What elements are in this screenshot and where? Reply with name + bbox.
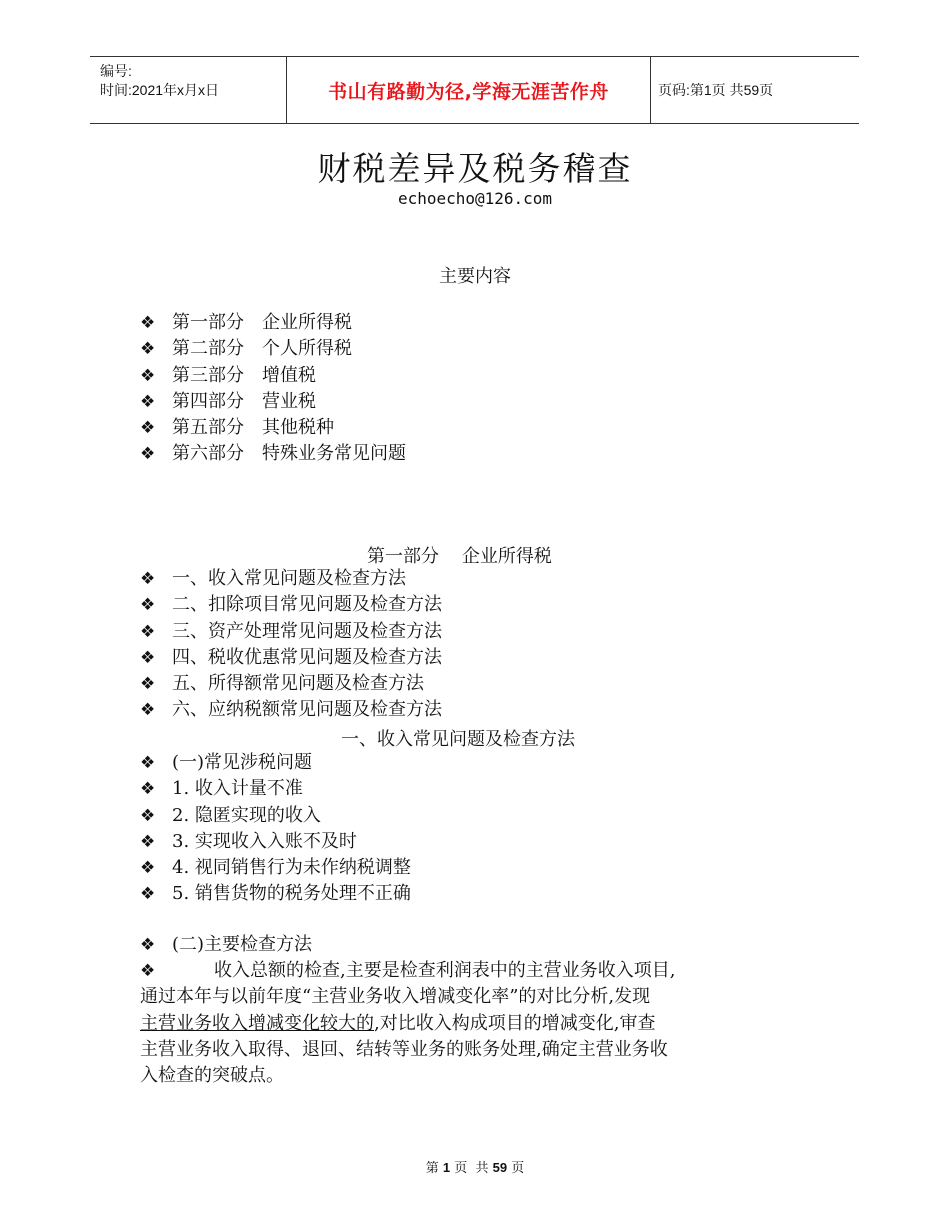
method-paragraph: ❖ 收入总额的检查,主要是检查利润表中的主营业务收入项目, 通过本年与以前年度“主营业务收入增减变化率”的对比分析,发现 主营业务收入增减变化较大的,对比收入构成项目的增减变化,审查 主营业务收入取得、退回、结转等业务的账务处理,确定主营业务收 入检查的突破点。 xyxy=(140,960,676,1087)
header-motto-cell xyxy=(286,57,651,123)
list-item: ❖ 第二部分 个人所得税 xyxy=(140,336,406,362)
diamond-bullet-icon: ❖ xyxy=(140,365,156,386)
list-item: ❖ (一)常见涉税问题 xyxy=(140,750,411,776)
author-email: echoecho@126.com xyxy=(397,189,553,208)
list-item xyxy=(140,932,312,958)
list-item: ❖ 一、收入常见问题及检查方法 xyxy=(140,566,442,592)
diamond-bullet-icon: ❖ xyxy=(140,313,156,333)
diamond-bullet-icon: ❖ xyxy=(140,858,156,879)
list-item: ❖ 第四部分 营业税 xyxy=(140,389,406,415)
diamond-bullet-icon: ❖ xyxy=(140,444,156,465)
diamond-bullet-icon: ❖ xyxy=(140,339,156,360)
list-item: ❖ 3. 实现收入入账不及时 xyxy=(140,829,411,855)
diamond-bullet-icon: ❖ xyxy=(140,961,156,981)
diamond-bullet-icon: ❖ xyxy=(140,595,156,616)
diamond-bullet-icon: ❖ xyxy=(140,831,156,852)
part1-heading: 第一部分 企业所得税 xyxy=(367,546,552,567)
header-page-cell xyxy=(650,57,859,123)
list-item: ❖ 第五部分 其他税种 xyxy=(140,415,406,441)
list-item: ❖ 2. 隐匿实现的收入 xyxy=(140,803,411,829)
list-item: ❖ 五、所得额常见问题及检查方法 xyxy=(140,671,442,697)
part1-list xyxy=(140,566,442,724)
page-info: 页码:第1页 共59页 xyxy=(658,82,774,98)
page-footer: 第 1 页 共 59 页 xyxy=(425,1160,525,1176)
diamond-bullet-icon: ❖ xyxy=(140,805,156,826)
contents-heading: 主要内容 xyxy=(439,266,511,287)
diamond-bullet-icon: ❖ xyxy=(140,700,156,721)
list-item: ❖ 三、资产处理常见问题及检查方法 xyxy=(140,619,442,645)
common-issues-list xyxy=(140,750,411,908)
section1-heading: 一、收入常见问题及检查方法 xyxy=(341,729,575,750)
diamond-bullet-icon: ❖ xyxy=(140,753,156,773)
footer-total-pages: 59 xyxy=(492,1160,508,1175)
document-header xyxy=(90,56,859,124)
diamond-bullet-icon: ❖ xyxy=(140,779,156,800)
date-label: 时间:2021年x月x日 xyxy=(100,82,220,98)
methods-heading: (二)主要检查方法 xyxy=(172,934,313,955)
list-item: ❖ 二、扣除项目常见问题及检查方法 xyxy=(140,592,442,618)
list-item: ❖ 第六部分 特殊业务常见问题 xyxy=(140,441,406,467)
list-item: ❖ 4. 视同销售行为未作纳税调整 xyxy=(140,855,411,881)
document-title: 财税差异及税务稽查 xyxy=(317,149,633,188)
motto-text: 书山有路勤为径,学海无涯苦作舟 xyxy=(328,80,609,103)
list-item: ❖ 第一部分 企业所得税 xyxy=(140,310,406,336)
list-item: ❖ 第三部分 增值税 xyxy=(140,363,406,389)
diamond-bullet-icon: ❖ xyxy=(140,621,156,642)
footer-page-number: 1 xyxy=(442,1160,451,1175)
diamond-bullet-icon: ❖ xyxy=(140,674,156,695)
list-item: ❖ 5. 销售货物的税务处理不正确 xyxy=(140,881,411,907)
diamond-bullet-icon: ❖ xyxy=(140,647,156,668)
underlined-phrase: 主营业务收入增减变化较大的 xyxy=(140,1012,374,1034)
diamond-bullet-icon: ❖ xyxy=(140,418,156,439)
list-item: ❖ 1. 收入计量不准 xyxy=(140,776,411,802)
list-item: ❖ 六、应纳税额常见问题及检查方法 xyxy=(140,697,442,723)
methods-heading-list xyxy=(140,932,312,958)
header-meta-cell xyxy=(90,57,286,123)
diamond-bullet-icon: ❖ xyxy=(140,884,156,905)
number-label: 编号: xyxy=(100,63,132,79)
list-item: ❖ 四、税收优惠常见问题及检查方法 xyxy=(140,645,442,671)
diamond-bullet-icon: ❖ xyxy=(140,935,156,955)
diamond-bullet-icon: ❖ xyxy=(140,569,156,589)
diamond-bullet-icon: ❖ xyxy=(140,391,156,412)
contents-list xyxy=(140,310,406,468)
